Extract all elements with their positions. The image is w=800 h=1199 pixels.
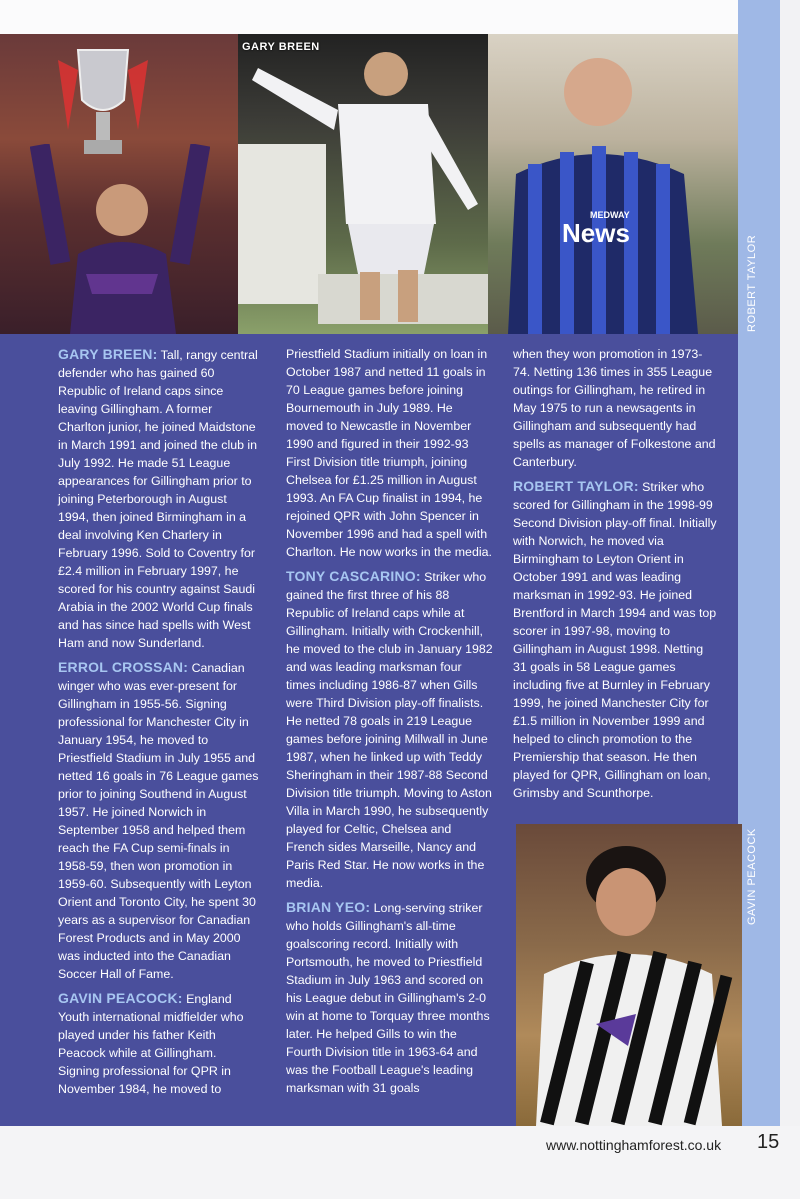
entry-name: GARY BREEN: [58,346,158,362]
side-color-band [738,0,780,1126]
text-column-3 [513,345,718,808]
entry-name: TONY CASCARINO: [286,568,421,584]
side-caption-robert-taylor: ROBERT TAYLOR [746,234,758,332]
entry-gavin-peacock [58,989,260,1098]
photo-gavin-peacock [516,824,742,1126]
photo-robert-taylor [488,34,738,334]
entry-brian-yeo-cont [513,345,718,471]
entry-text: England Youth international midfielder who played under his father Keith Peacock while at Gillingham. Signing professional for QPR in November 1984, he moved to [58,992,244,1096]
photo-caption-gary-breen: GARY BREEN [242,41,320,53]
photo-gary-breen [238,34,488,334]
photo-trophy-celebration [0,34,238,334]
page-top-margin [0,0,800,34]
entry-text: Priestfield Stadium initially on loan in October 1987 and netted 11 goals in 70 League games before joining Bournemouth in July 1989. He moved to Newcastle in November 1990 and figured in their 1992-93 First Division title triumph, joining Chelsea for £1.25 million in August 1993. An FA Cup finalist in 1994, he rejoined QPR with John Spencer in November 1996 and had a spell with Charlton. He now works in the media. [286,347,492,559]
svg-text:MEDWAY: MEDWAY [590,210,630,220]
entry-gary-breen [58,345,260,652]
entry-name: GAVIN PEACOCK: [58,990,183,1006]
player-figure-1 [30,144,210,334]
entry-text: Striker who scored for Gillingham in the 1998-99 Second Division play-off final. Initially with Norwich, he moved via Birmingham to Leyton Orient in October 1991 and was leading marksman in 1992-93. He joined Brentford in March 1994 and was top scorer in 1997-98, moving to Gillingham in August 1998. Netting 31 goals in 58 League games including five at Burnley in February 1999, he joined Manchester City for £1.5 million in November 1999 and helped to clinch promotion to the Premiership that season. He then played for QPR, Gillingham on loan, Grimsby and Scunthorpe. [513,480,717,800]
page-number: 15 [757,1131,780,1153]
photo-strip [0,34,738,334]
player-figure-2 [238,34,488,334]
entry-text: Long-serving striker who holds Gillingham's all-time goalscoring record. Initially with Portsmouth, he moved to Priestfield Stadium in July 1963 and scored on his League debut in Gillingham's 2-0 win at home to Torquay three months later. He helped Gills to win the Fourth Division title in 1963-64 and was the Football League's leading marksman with 31 goals [286,901,490,1095]
text-column-1 [58,345,260,1104]
entry-brian-yeo [286,898,493,1097]
player-figure-4 [516,824,742,1126]
entry-name: ROBERT TAYLOR: [513,478,639,494]
entry-name: BRIAN YEO: [286,899,371,915]
side-caption-gavin-peacock: GAVIN PEACOCK [746,828,758,925]
text-column-2 [286,345,493,1103]
entry-text: Striker who gained the first three of his 88 Republic of Ireland caps while at Gillingham. Initially with Crockenhill, he moved to the club in January 1982 and was leading marksman four times including 1986-87 when Gills were Third Division play-off finalists. He netted 78 goals in 219 League games before joining Millwall in June 1987, when he linked up with Teddy Sheringham in their 1987-88 Second Division title triumph. Moving to Aston Villa in March 1990, he subsequently played for Celtic, Chelsea and French sides Marseille, Nancy and Paris Red Star. He now works in the media. [286,570,493,890]
entry-tony-cascarino [286,567,493,892]
entry-text: Tall, rangy central defender who has gained 60 Republic of Ireland caps since leaving Gillingham. A former Charlton junior, he joined Maidstone in March 1991 and joined the club in July 1992. He made 51 League appearances for Gillingham prior to joining Peterborough in August 1994, then joined Birmingham in a deal involving Ken Charlery in February 1996. Sold to Coventry for £2.4 million in February 1997, he scored for his country against Saudi Arabia in the 2002 World Cup finals and has since had spells with West Ham and now Sunderland. [58,348,258,650]
footer-url: www.nottinghamforest.co.uk [546,1137,722,1153]
entry-gavin-peacock-cont [286,345,493,561]
svg-text:News: News [562,218,630,248]
entry-robert-taylor [513,477,718,802]
player-figure-3 [488,34,738,334]
entry-text: when they won promotion in 1973-74. Netting 136 times in 355 League outings for Gillingham, he retired in May 1975 to run a newsagents in Gillingham and subsequently had spells as manager of Folkestone and Canterbury. [513,347,716,469]
entry-text: Canadian winger who was ever-present for Gillingham in 1955-56. Signing professional for Manchester City in January 1954, he moved to Priestfield Stadium in July 1955 and netted 16 goals in 76 League games prior to joining Southend in August 1957. He joined Norwich in September 1958 and helped them reach the FA Cup semi-finals in 1958-59, then won promotion in 1959-60. Subsequently with Leyton Orient and Toronto City, he spent 30 years as a supervisor for Canadian Forest Products and in May 2000 was inducted into the Canadian Soccer Hall of Fame. [58,661,259,981]
entry-name: ERROL CROSSAN: [58,659,189,675]
entry-errol-crossan [58,658,260,983]
